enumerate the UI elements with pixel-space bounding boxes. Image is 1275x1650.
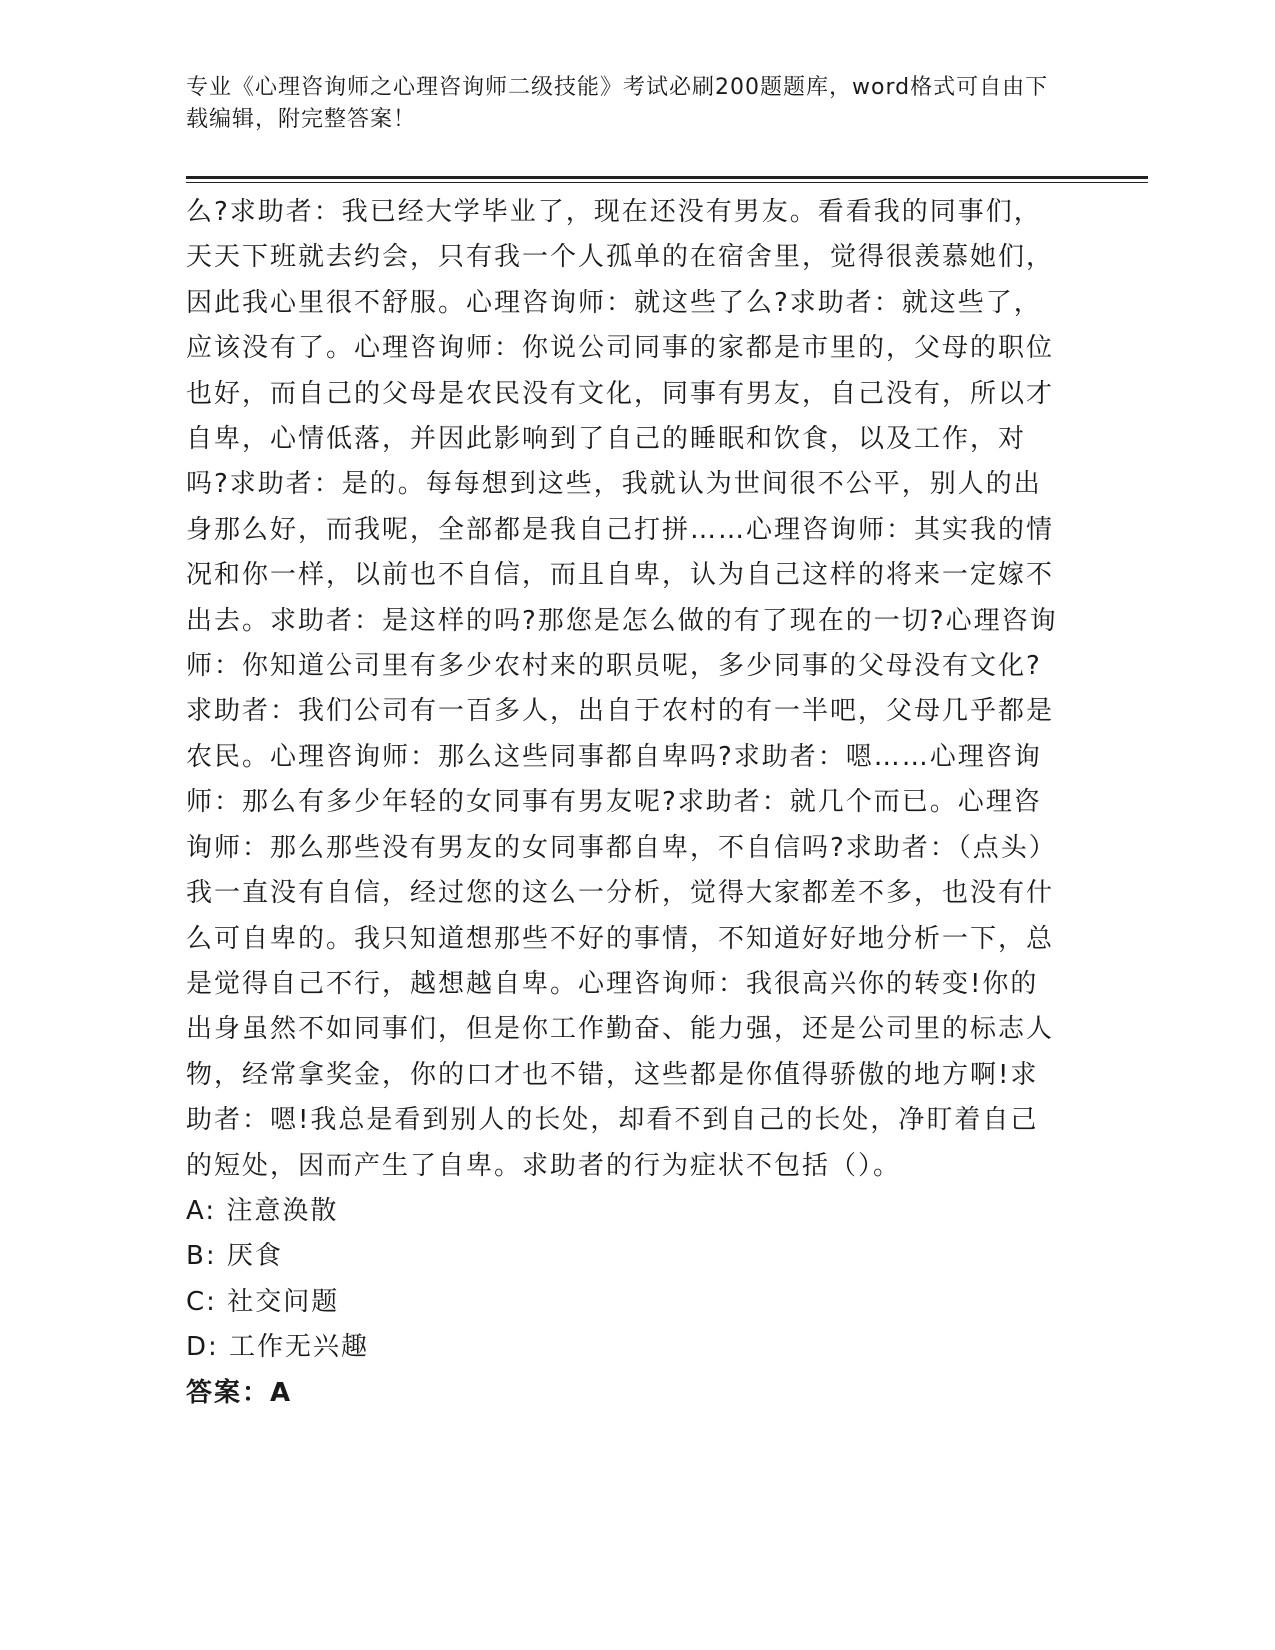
option-a-text: 注意涣散 — [226, 1195, 339, 1226]
answer-label: 答案： — [186, 1377, 271, 1408]
option-c — [186, 1280, 1066, 1325]
option-b-letter: B: — [186, 1241, 217, 1272]
page-header-title: 专业《心理咨询师之心理咨询师二级技能》考试必刷200题题库，word格式可自由下载编辑，附完整答案！ — [186, 75, 1049, 132]
question-block — [186, 190, 1066, 1416]
option-a — [186, 1189, 1066, 1234]
answer-value: A — [270, 1377, 293, 1408]
option-b — [186, 1234, 1066, 1279]
option-c-letter: C: — [186, 1286, 217, 1317]
option-d-letter: D: — [186, 1332, 219, 1363]
header-divider-thin — [186, 182, 1148, 183]
option-a-letter: A: — [186, 1195, 217, 1226]
option-d-text: 工作无兴趣 — [229, 1332, 370, 1363]
option-b-text: 厌食 — [226, 1241, 283, 1272]
answer-line — [186, 1371, 1066, 1416]
header-divider-thick — [186, 176, 1148, 179]
question-text: 么?求助者：我已经大学毕业了，现在还没有男友。看看我的同事们，天天下班就去约会，只有我一个人孤单的在宿舍里，觉得很羡慕她们，因此我心里很不舒服。心理咨询师：就这些了么?求助者：就这些了，应该没有了。心理咨询师：你说公司同事的家都是市里的，父母的职位也好，而自己的父母是农民没有文化，同事有男友，自己没有，所以才自卑，心情低落，并因此影响到了自己的睡眠和饮食，以及工作，对吗?求助者：是的。每每想到这些，我就认为世间很不公平，别人的出身那么好，而我呢，全部都是我自己打拼……心理咨询师：其实我的情况和你一样，以前也不自信，而且自卑，认为自己这样的将来一定嫁不出去。求助者：是这样的吗?那您是怎么做的有了现在的一切?心理咨询师：你知道公司里有多少农村来的职员呢，多少同事的父母没有文化?求助者：我们公司有一百多人，出自于农村的有一半吧，父母几乎都是农民。心理咨询师：那么这些同事都自卑吗?求助者：嗯……心理咨询师：那么有多少年轻的女同事有男友呢?求助者：就几个而已。心理咨询师：那么那些没有男友的女同事都自卑，不自信吗?求助者：（点头）我一直没有自信，经过您的这么一分析，觉得大家都差不多，也没有什么可自卑的。我只知道想那些不好的事情，不知道好好地分析一下，总是觉得自己不行，越想越自卑。心理咨询师：我很高兴你的转变!你的出身虽然不如同事们，但是你工作勤奋、能力强，还是公司里的标志人物，经常拿奖金，你的口才也不错，这些都是你值得骄傲的地方啊!求助者：嗯!我总是看到别人的长处，却看不到自己的长处，净盯着自己的短处，因而产生了自卑。求助者的行为症状不包括（）。 — [186, 197, 1058, 1181]
option-d — [186, 1325, 1066, 1370]
option-c-text: 社交问题 — [227, 1286, 340, 1317]
